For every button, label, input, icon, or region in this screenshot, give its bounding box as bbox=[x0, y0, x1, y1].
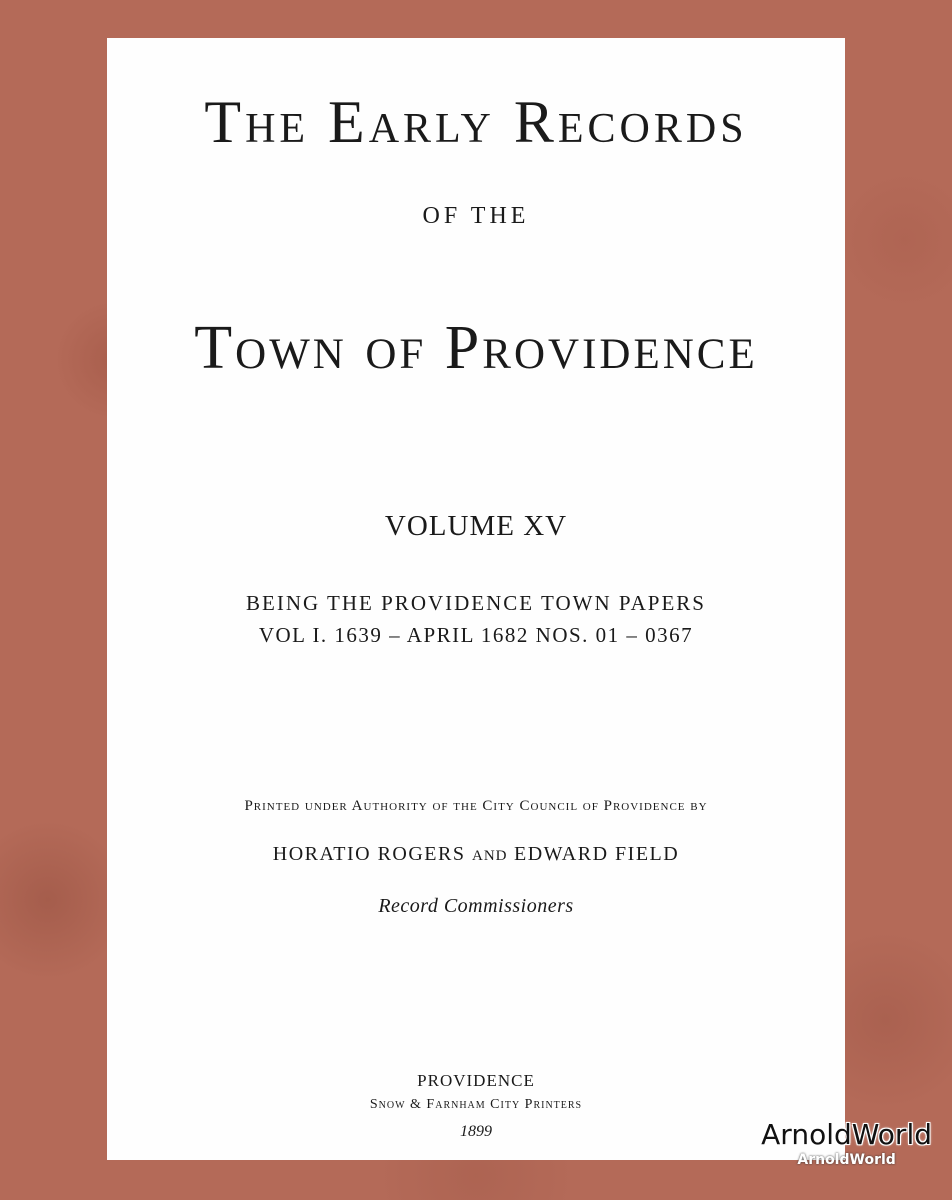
imprint-place: PROVIDENCE bbox=[417, 1071, 535, 1090]
editor-conjunction: AND bbox=[471, 848, 508, 864]
subtitle-line-1: BEING THE PROVIDENCE TOWN PAPERS bbox=[246, 591, 706, 615]
town-title: Town of Providence bbox=[194, 314, 758, 382]
editor-name-1: HORATIO ROGERS bbox=[272, 843, 466, 865]
main-title: The Early Records bbox=[204, 89, 748, 155]
watermark bbox=[761, 1118, 932, 1168]
imprint-printer: Snow & Farnham City Printers bbox=[369, 1097, 583, 1112]
volume-number: VOLUME XV bbox=[384, 510, 568, 542]
editor-role: Record Commissioners bbox=[378, 895, 574, 917]
watermark-large: ArnoldWorld bbox=[761, 1118, 932, 1151]
editor-name-2: EDWARD FIELD bbox=[513, 843, 680, 865]
editors bbox=[107, 843, 845, 866]
authority-statement: Printed under Authority of the City Council of Providence by bbox=[244, 798, 708, 814]
imprint-year: 1899 bbox=[460, 1123, 492, 1140]
title-page bbox=[107, 38, 845, 1160]
watermark-small: ArnoldWorld bbox=[797, 1152, 896, 1168]
title-connector: OF THE bbox=[422, 203, 530, 229]
subtitle-line-2: VOL I. 1639 – APRIL 1682 NOS. 01 – 0367 bbox=[258, 623, 694, 647]
